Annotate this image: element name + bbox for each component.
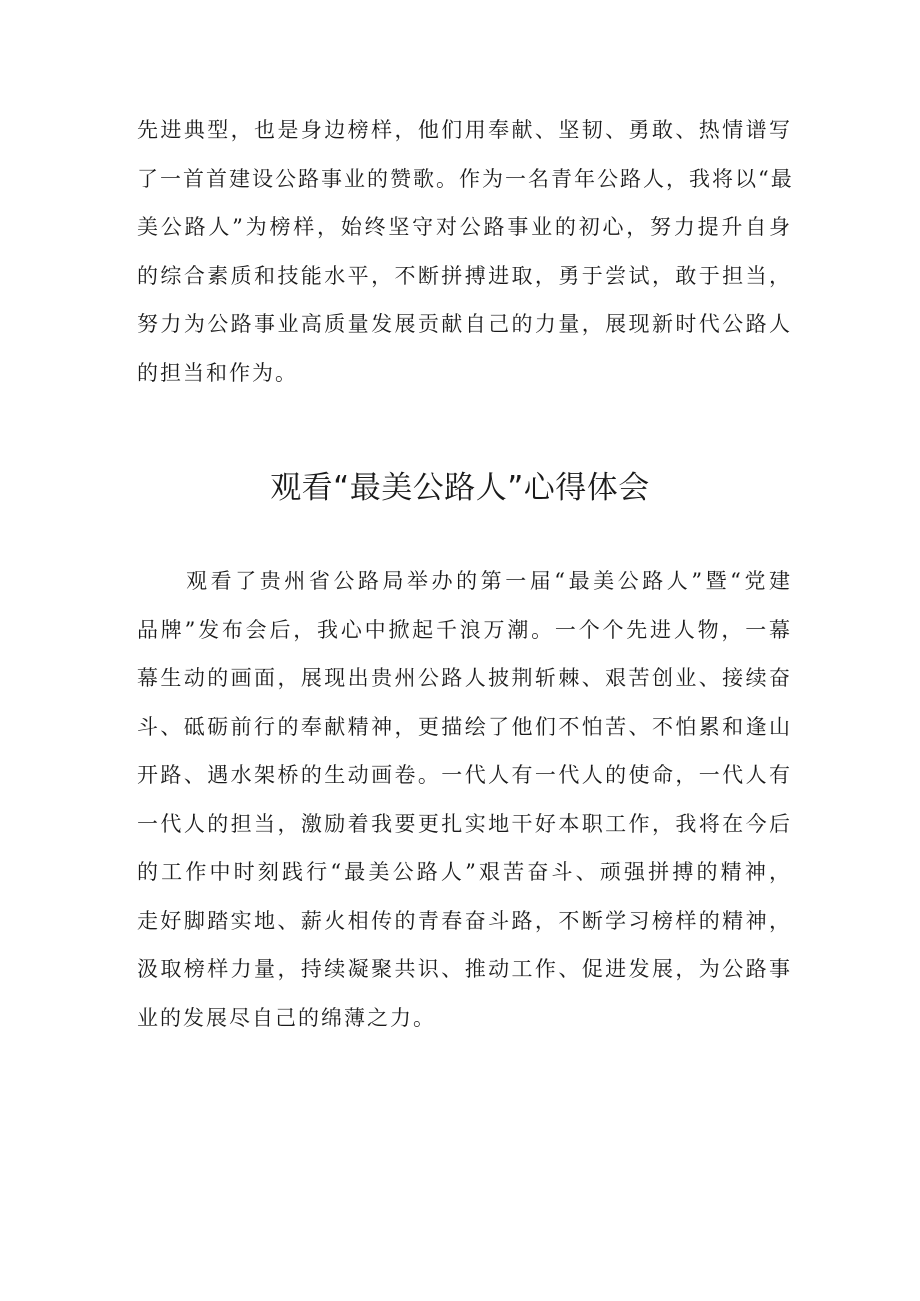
- paragraph-line: 斗、砥砺前行的奉献精神，更描绘了他们不怕苦、不怕累和逢山: [137, 714, 792, 739]
- intro-paragraph: [137, 106, 792, 397]
- paragraph-line: 一代人的担当，激励着我要更扎实地干好本职工作，我将在今后: [137, 811, 792, 836]
- paragraph-line: 的担当和作为。: [137, 360, 298, 385]
- document-title: 观看“最美公路人”心得体会: [270, 470, 650, 506]
- paragraph-line: 走好脚踏实地、薪火相传的青春奋斗路，不断学习榜样的精神，: [137, 908, 792, 933]
- paragraph-line: 开路、遇水架桥的生动画卷。一代人有一代人的使命，一代人有: [137, 763, 792, 787]
- paragraph-line: 幕生动的画面，展现出贵州公路人披荆斩棘、艰苦创业、接续奋: [137, 666, 792, 690]
- paragraph-line: 的综合素质和技能水平，不断拼搏进取，勇于尝试，敢于担当，: [137, 263, 792, 288]
- paragraph-line: 美公路人”为榜样，始终坚守对公路事业的初心，努力提升自身: [137, 215, 792, 239]
- paragraph-line: 观看了贵州省公路局举办的第一届“最美公路人”暨“党建: [137, 569, 792, 593]
- paragraph-line: 品牌”发布会后，我心中掀起千浪万潮。一个个先进人物，一幕: [137, 617, 792, 642]
- paragraph-line: 先进典型，也是身边榜样，他们用奉献、坚韧、勇敢、热情谱写: [137, 118, 792, 142]
- body-paragraph: [137, 557, 792, 1042]
- paragraph-line: 的工作中时刻践行“最美公路人”艰苦奋斗、顽强拼搏的精神，: [137, 860, 792, 884]
- paragraph-line: 努力为公路事业高质量发展贡献自己的力量，展现新时代公路人: [137, 312, 792, 336]
- paragraph-line: 了一首首建设公路事业的赞歌。作为一名青年公路人，我将以“最: [137, 166, 794, 191]
- paragraph-line: 汲取榜样力量，持续凝聚共识、推动工作、促进发展，为公路事: [137, 957, 792, 981]
- paragraph-line: 业的发展尽自己的绵薄之力。: [137, 1005, 436, 1030]
